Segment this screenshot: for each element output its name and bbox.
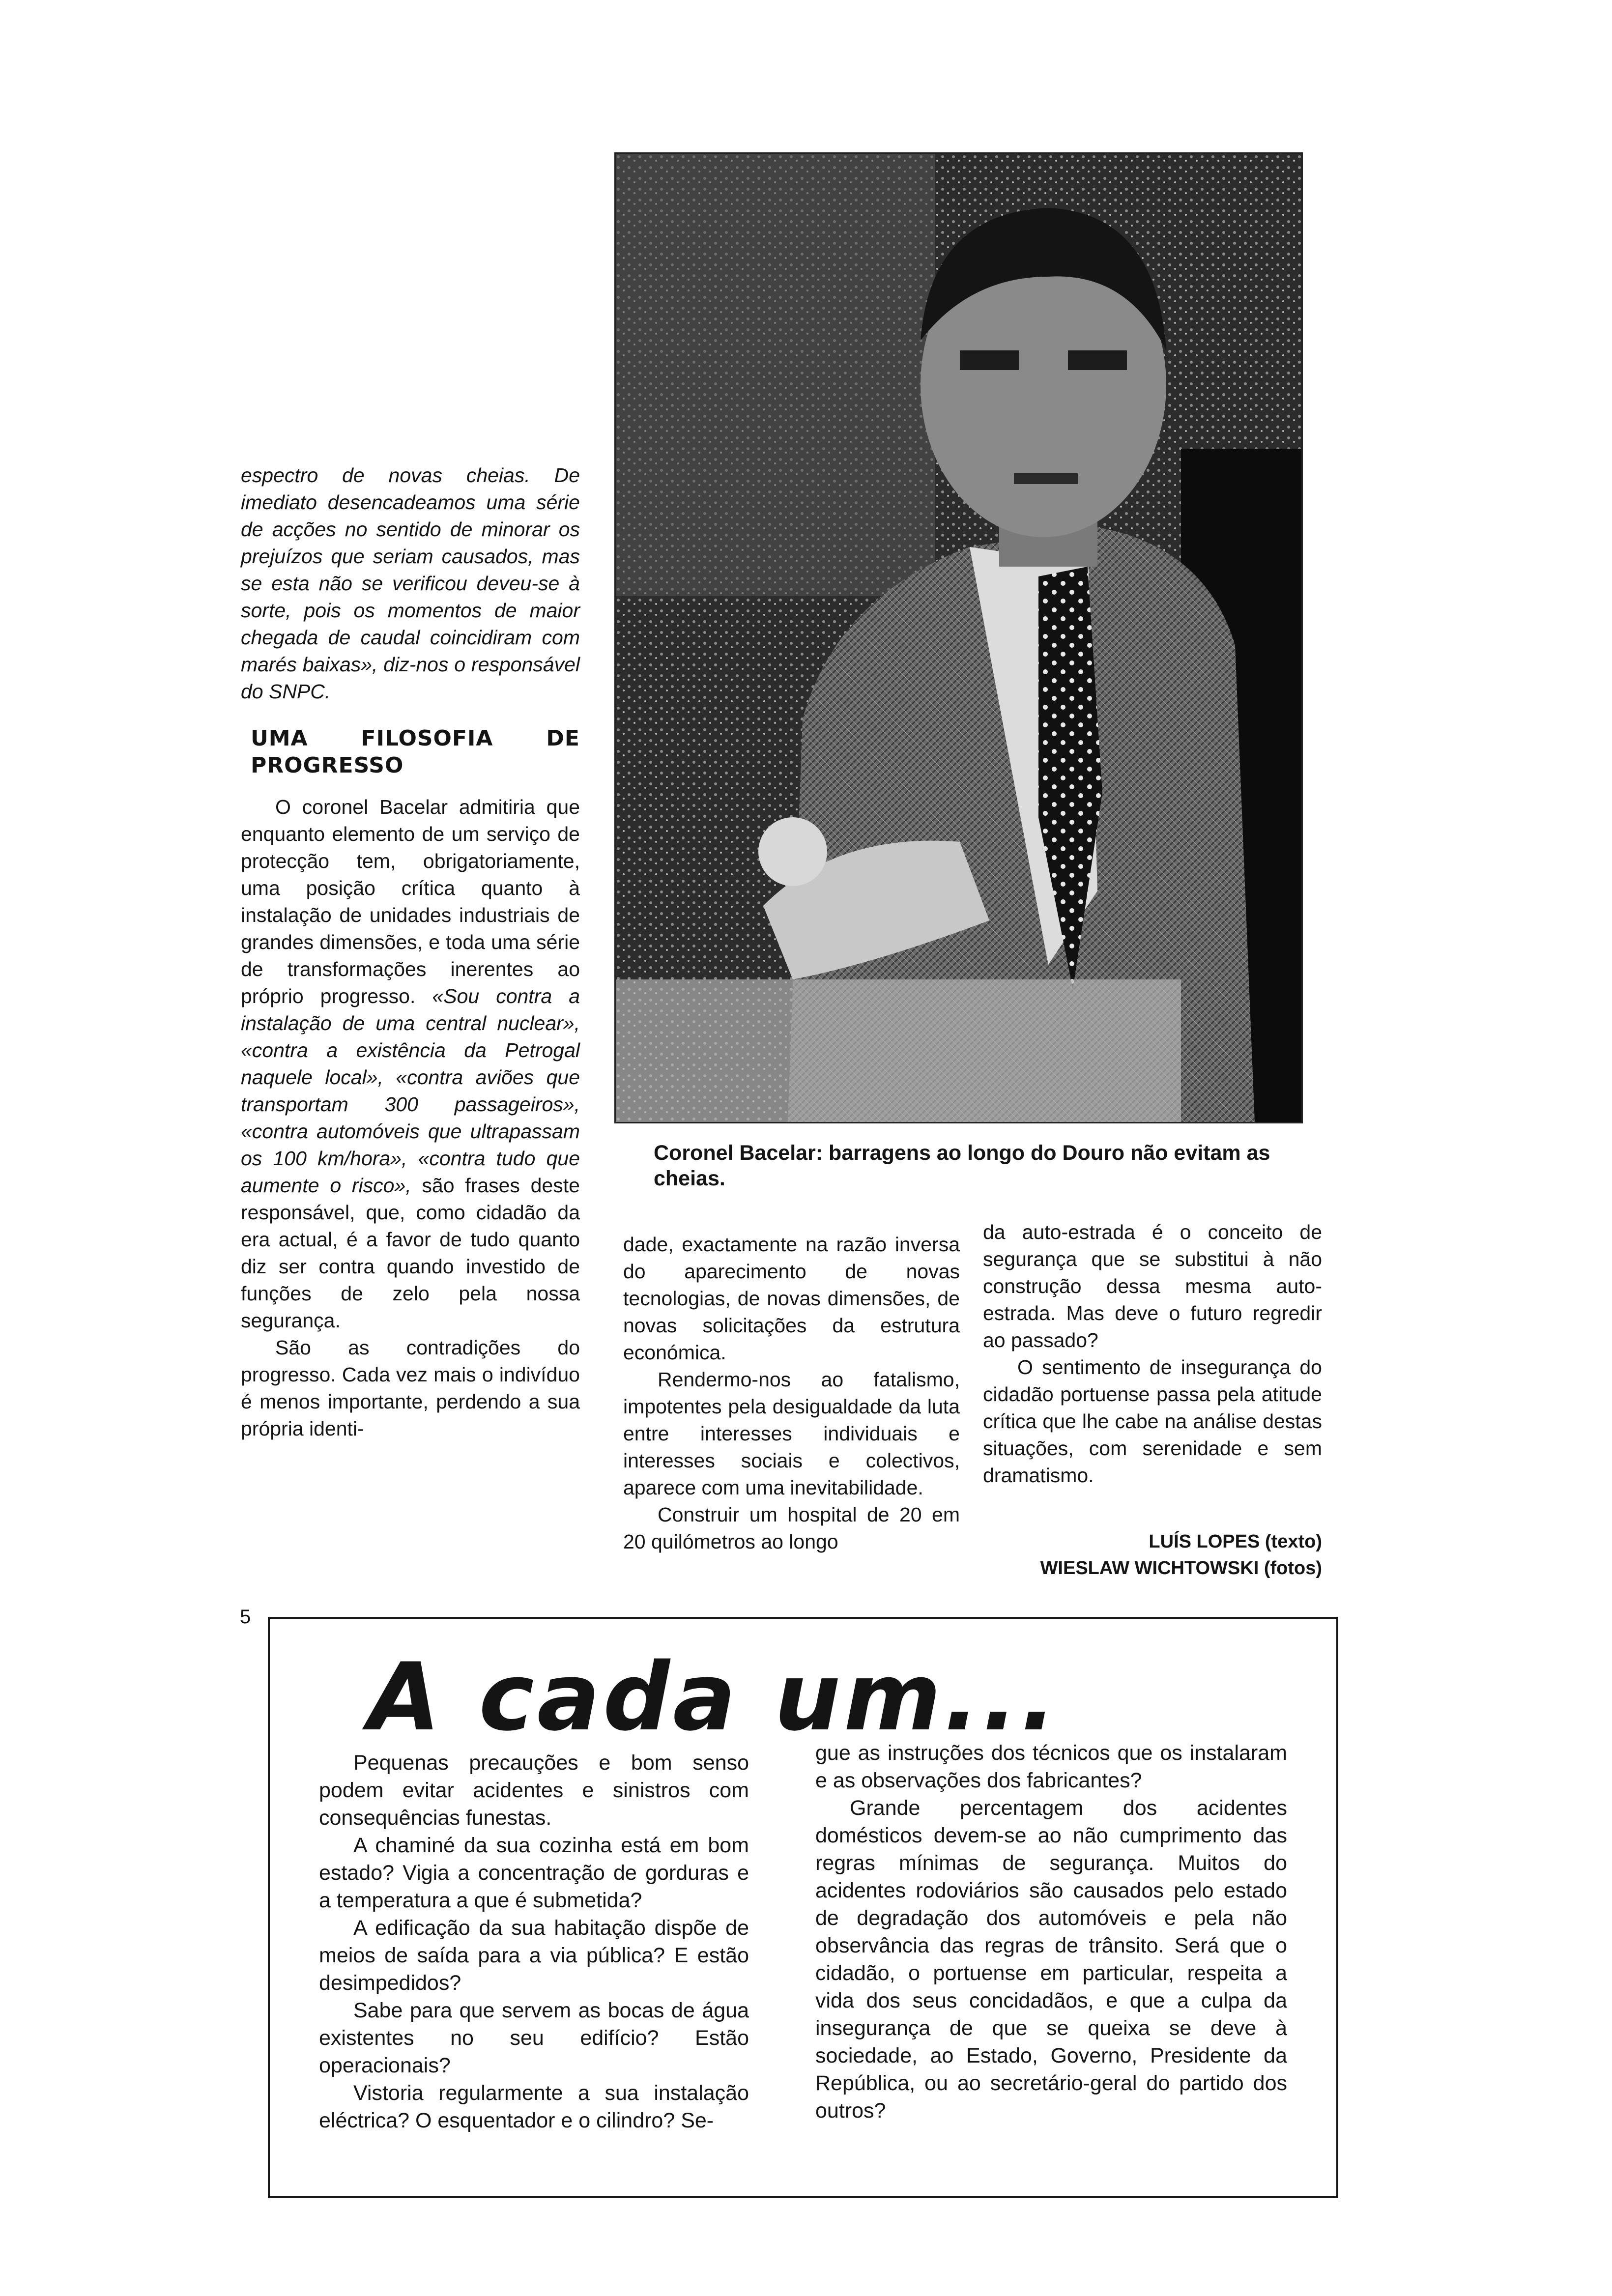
paragraph-text: O coronel Bacelar admitiria que enquanto elemento de um serviço de protecção tem, obrigatoriamente, uma posição crítica quanto à instalação de unidades industriais de grandes dimensões, e toda uma série de transformações inerentes ao próprio progresso. — [241, 796, 580, 1007]
body-paragraph: gue as instruções dos técnicos que os instalaram e as observações dos fabricantes? — [815, 1741, 1287, 1792]
body-paragraph: Rendermo-nos ao fatalismo, impotentes pela desigualdade da luta entre interesses individuais e interesses sociais e colectivos, aparece com uma inevitabilidade. — [623, 1368, 960, 1499]
body-paragraph: A chaminé da sua cozinha está em bom estado? Vigia a concentração de gorduras e a temperatura a que é submetida? — [319, 1834, 749, 1912]
body-paragraph: Vistoria regularmente a sua instalação eléctrica? O esquentador e o cilindro? Se- — [319, 2081, 749, 2132]
body-paragraph: A edificação da sua habitação dispõe de meios de saída para a via pública? E estão desimpedidos? — [319, 1916, 749, 1995]
author-credit: LUÍS LOPES (texto) — [1149, 1531, 1322, 1552]
body-paragraph: O sentimento de insegurança do cidadão portuense passa pela atitude crítica que lhe cabe na análise destas situações, com serenidade e sem dramatismo. — [983, 1356, 1322, 1487]
article-column-left — [241, 462, 580, 1442]
body-paragraph: da auto-estrada é o conceito de segurança que se substitui à não construção dessa mesma auto-estrada. Mas deve o futuro regredir ao passado? — [983, 1221, 1322, 1351]
portrait-illustration — [616, 154, 1301, 1122]
byline-credits — [998, 1528, 1322, 1581]
portrait-photo — [614, 152, 1303, 1123]
body-paragraph: Construir um hospital de 20 em 20 quilómetros ao longo — [623, 1503, 960, 1553]
section-subheading: UMA FILOSOFIA DE PROGRESSO — [251, 726, 580, 778]
body-paragraph: São as contradições do progresso. Cada vez mais o indivíduo é menos importante, perdendo a sua própria identi- — [241, 1336, 580, 1440]
paragraph-text: são frases deste responsável, que, como cidadão da era actual, é a favor de tudo quanto diz ser contra quando investido de funções de zelo pela nossa segurança. — [241, 1174, 580, 1332]
quoted-statements: «Sou contra a instalação de uma central nuclear», «contra a existência da Petrogal naquele local», «contra aviões que transportam 300 passageiros», «contra automóveis que ultrapassam os 100 km/hora», «contra tudo que aumente o risco», — [241, 985, 580, 1197]
body-paragraph — [241, 794, 580, 1334]
sidebar-box — [268, 1617, 1338, 2198]
body-paragraph: dade, exactamente na razão inversa do aparecimento de novas tecnologias, de novas dimensões, de novas solicitações da estrutura económica. — [623, 1233, 960, 1364]
page-mark: 5 — [240, 1606, 251, 1628]
body-paragraph: Grande percentagem dos acidentes domésticos devem-se ao não cumprimento das regras mínimas de segurança. Muitos do acidentes rodoviários são causados pelo estado de degradação dos automóveis e pela não observância das regras de trânsito. Será que o cidadão, o portuense em particular, respeita a vida dos seus concidadãos, e que a culpa da insegurança de que se queixa se deve à sociedade, ao Estado, Governo, Presidente da República, ou ao secretário-geral do partido dos outros? — [815, 1796, 1287, 2123]
sidebar-title: A cada um... — [368, 1643, 1060, 1751]
body-paragraph: Sabe para que servem as bocas de água existentes no seu edifício? Estão operacionais? — [319, 1999, 749, 2077]
photo-caption: Coronel Bacelar: barragens ao longo do Douro não evitam as cheias. — [654, 1141, 1270, 1190]
photographer-credit: WIESLAW WICHTOWSKI (fotos) — [1040, 1558, 1322, 1578]
intro-paragraph: espectro de novas cheias. De imediato desencadeamos uma série de acções no sentido de minorar os prejuízos que seriam causados, mas se esta não se verificou deveu-se à sorte, pois os momentos de maior chegada de caudal coincidiram com marés baixas», diz-nos o responsável do SNPC. — [241, 464, 580, 703]
sidebar-column-right — [815, 1739, 1287, 2124]
body-paragraph: Pequenas precauções e bom senso podem evitar acidentes e sinistros com consequências funestas. — [319, 1751, 749, 1830]
sidebar-column-left — [319, 1749, 749, 2134]
article-column-middle — [623, 1231, 960, 1555]
article-column-right — [983, 1219, 1322, 1489]
